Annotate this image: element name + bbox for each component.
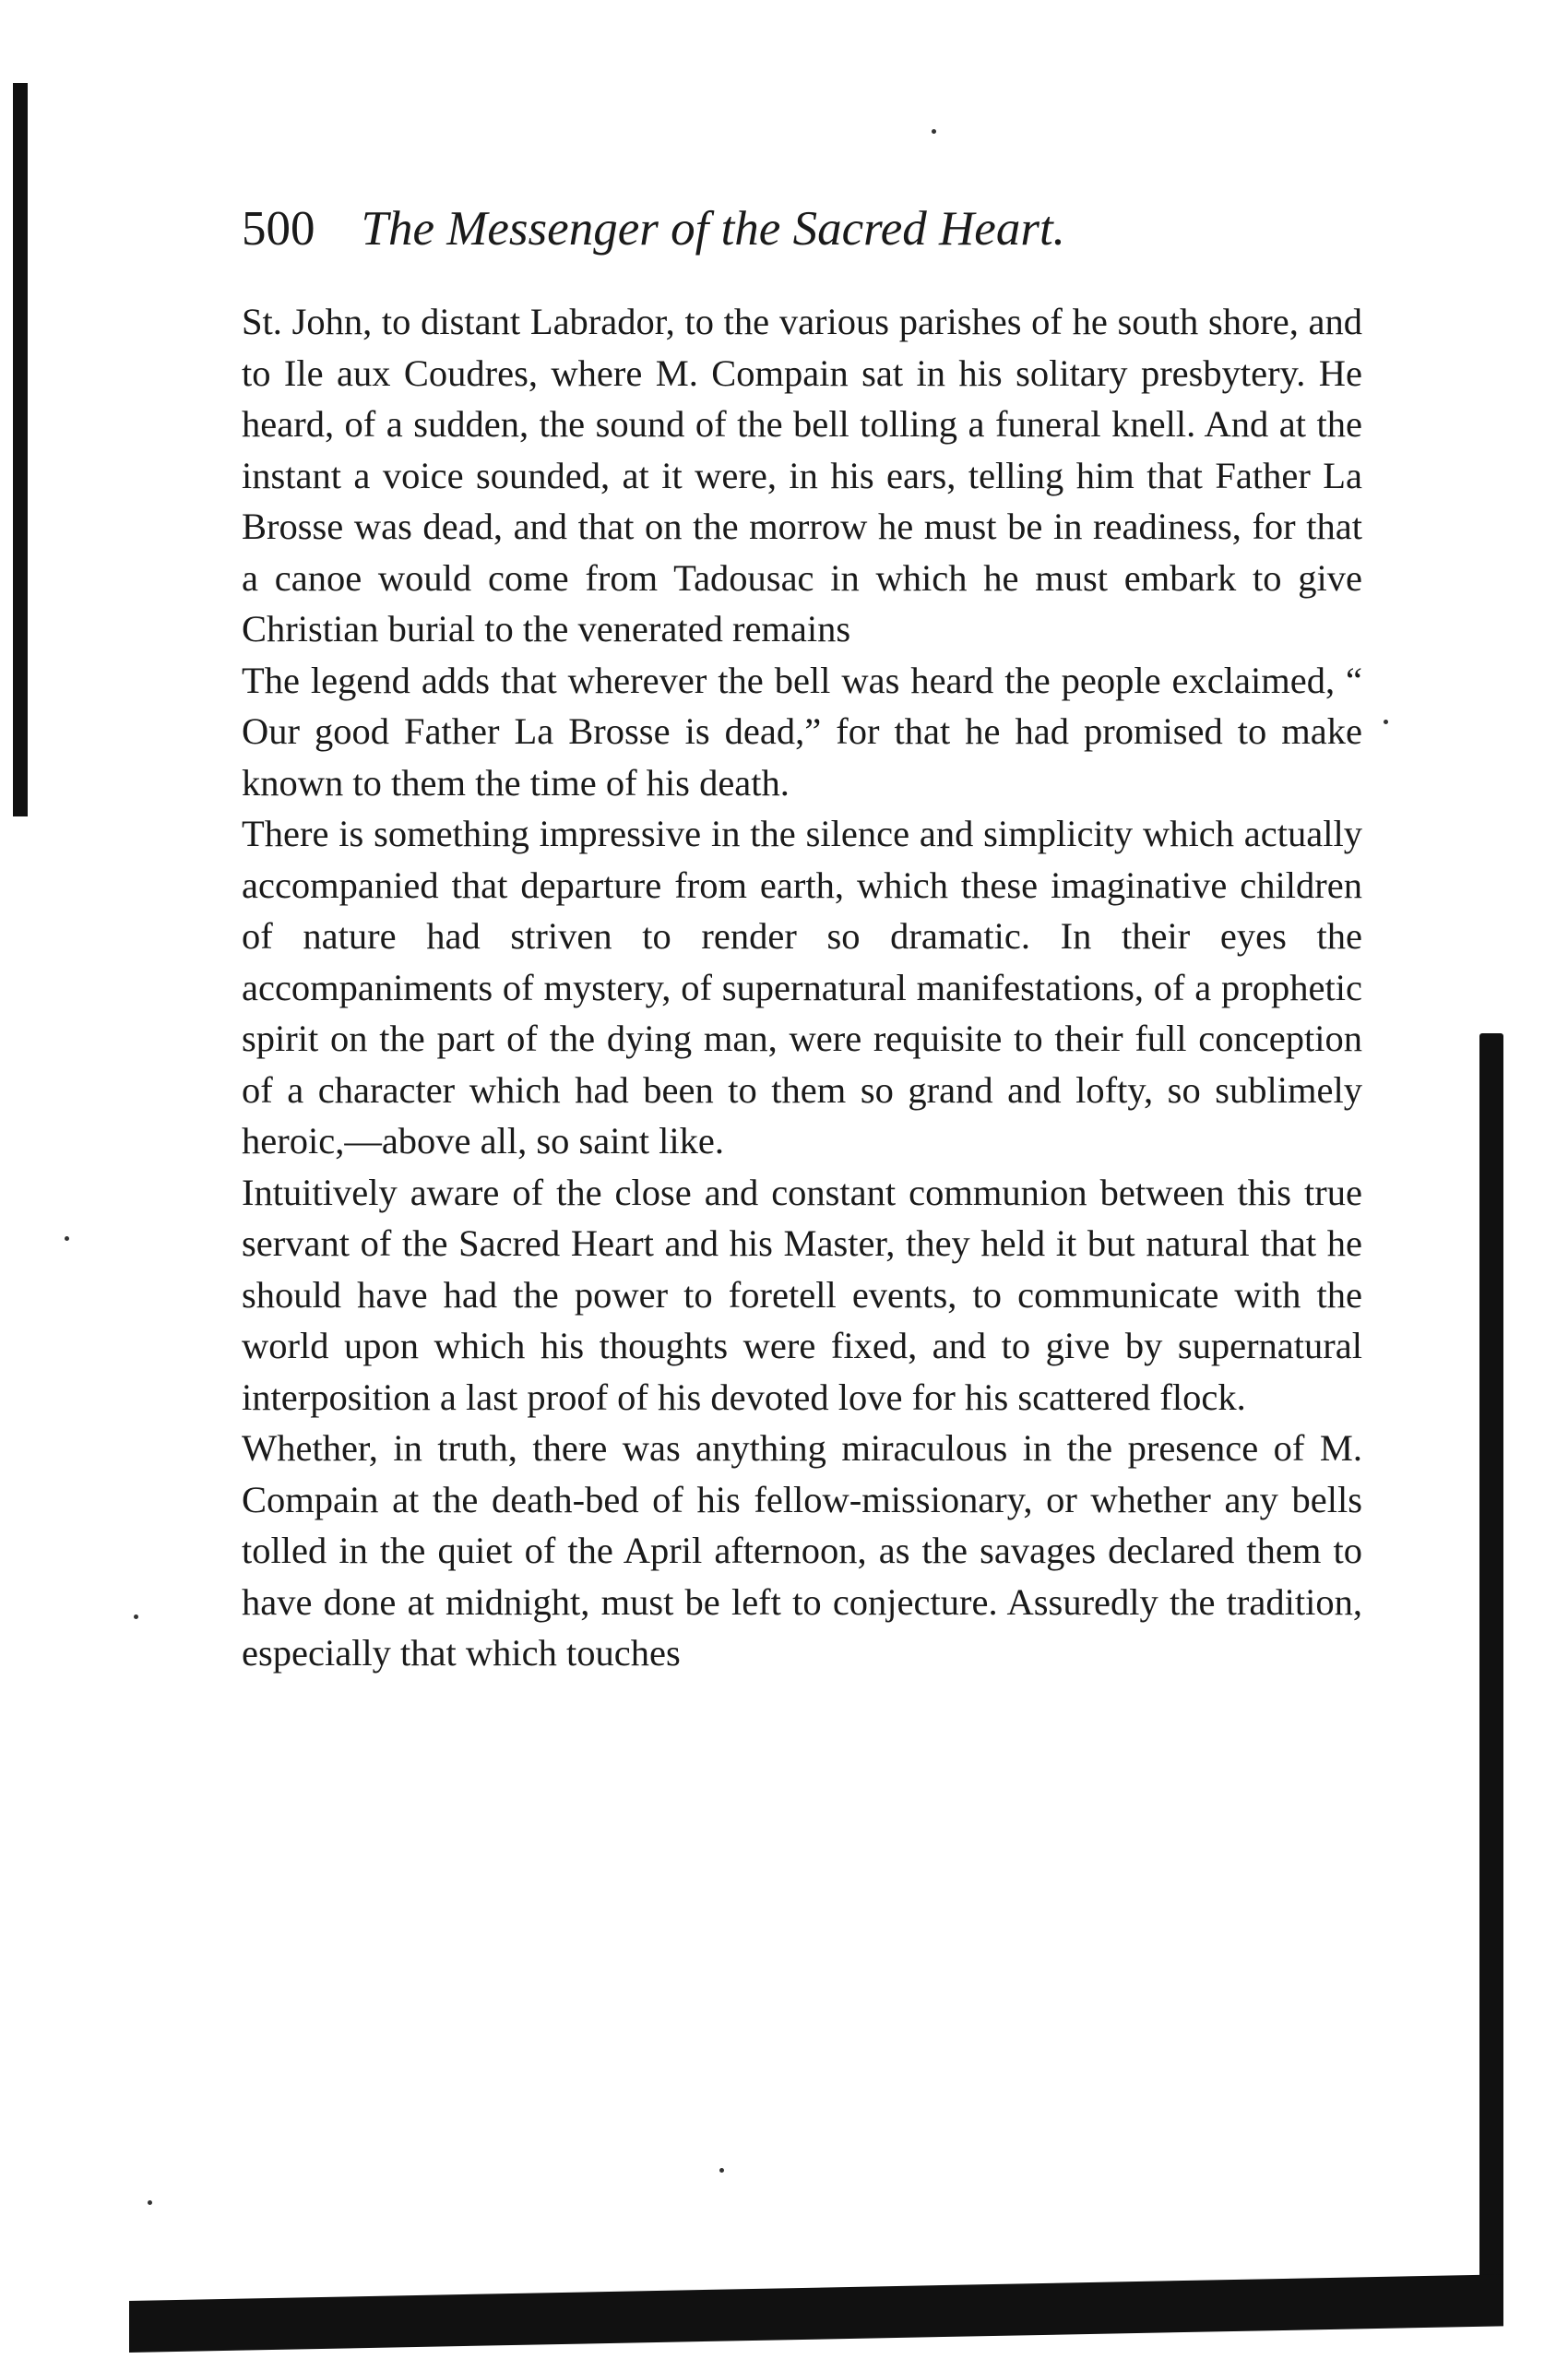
scan-edge-left — [13, 83, 28, 816]
paragraph: The legend adds that wherever the bell was heard the people exclaimed, “ Our good Father La Brosse is dead,” for that he had promised to make known to them the time of his death. — [242, 659, 1362, 804]
book-page — [242, 198, 1362, 1679]
scan-speck — [719, 2168, 724, 2173]
body-text — [242, 296, 1362, 1679]
scan-edge-right — [1479, 1033, 1503, 2320]
scan-speck — [1384, 720, 1388, 724]
scan-speck — [65, 1236, 69, 1241]
paragraph: There is something impressive in the silence and simplicity which actually accompanied that departure from earth, which these imaginative children of nature had striven to render so dramatic. In their eyes the accompaniments of mystery, of supernatural manifestations, of a prophetic spirit on the part of the dying man, were requisite to their full conception of a character which had been to them so grand and lofty, so sublimely heroic,—above all, so saint like. — [242, 813, 1362, 1162]
scan-speck — [148, 2200, 152, 2205]
paragraph: Whether, in truth, there was anything miraculous in the presence of M. Compain at the death-bed of his fellow-missionary, or whether any bells tolled in the quiet of the April afternoon, as the savages declared them to have done at midnight, must be left to conjecture. Assuredly the tradition, especially that which touches — [242, 1427, 1362, 1674]
running-title: The Messenger of the Sacred Heart. — [361, 202, 1065, 256]
page-number: 500 — [242, 202, 315, 256]
paragraph: St. John, to distant Labrador, to the various parishes of he south shore, and to Ile aux Coudres, where M. Compain sat in his solitary presbytery. He heard, of a sudden, the sound of the bell tolling a funeral knell. And at the instant a voice sounded, at it were, in his ears, telling him that Father La Brosse was dead, and that on the morrow he must be in readiness, for that a canoe would come from Tadousac in which he must embark to give Christian burial to the venerated remains — [242, 301, 1362, 649]
scan-speck — [932, 129, 936, 134]
scan-speck — [134, 1614, 138, 1619]
scan-edge-bottom — [129, 2274, 1503, 2353]
running-head — [242, 198, 1362, 259]
paragraph: Intuitively aware of the close and constant communion between this true servant of the Sacred Heart and his Master, they held it but natural that he should have had the power to foretell events, to communicate with the world upon which his thoughts were fixed, and to give by supernatural interposition a last proof of his devoted love for his scattered flock. — [242, 1171, 1362, 1418]
